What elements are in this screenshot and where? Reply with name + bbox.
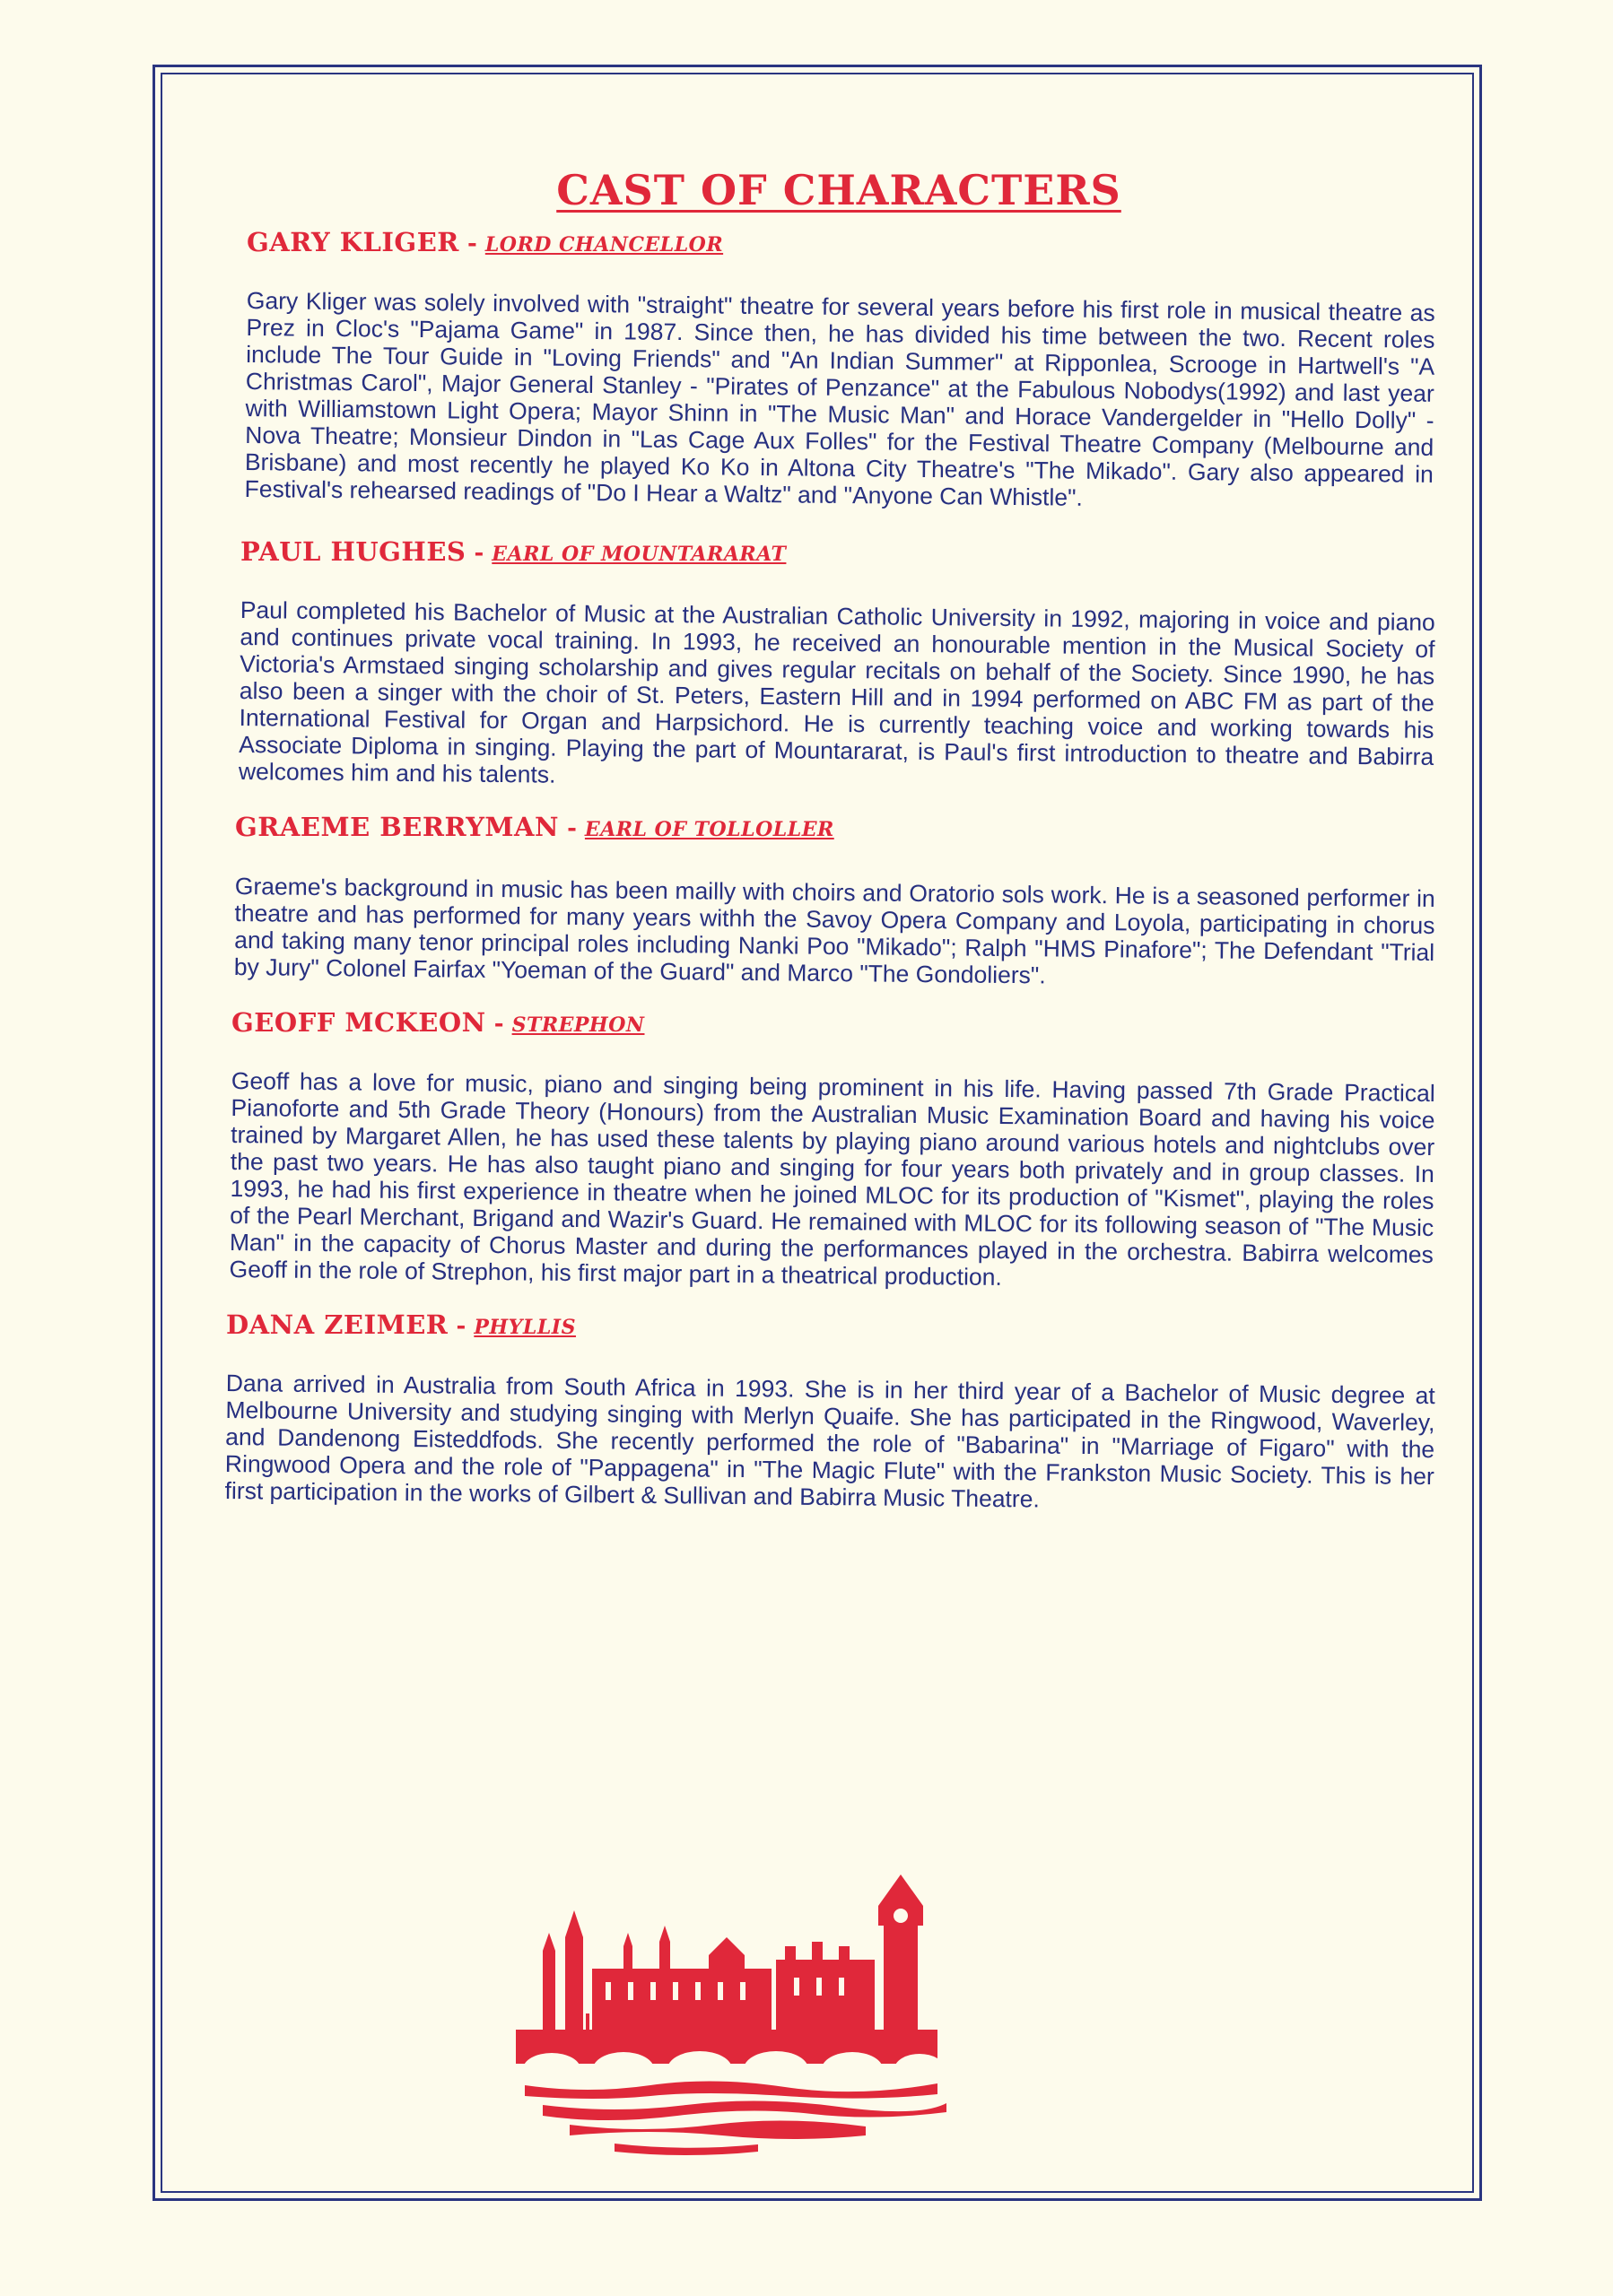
- cast-heading: [247, 227, 1435, 258]
- cast-bio: Dana arrived in Australia from South Africa in 1993. She is in her third year of a Bachelor of Music degree at Melbourne University and studying singing with Merlyn Quaife. She has participated in the Ringwood, Waverley, and Dandenong Eisteddfods. She recently performed the role of "Babarina" in "Marriage of Figaro" with the Ringwood Opera and the role of "Pappagena" in "The Magic Flute" with the Frankston Music Society. This is her first participation in the works of Gilbert & Sullivan and Babirra Music Theatre.: [224, 1369, 1435, 1513]
- cast-entry-gary-kliger: [244, 227, 1435, 511]
- cast-name: GARY KLIGER: [247, 227, 459, 257]
- cast-role: EARL OF MOUNTARARAT: [492, 543, 787, 567]
- cast-name: GRAEME BERRYMAN: [235, 812, 560, 843]
- cast-bio: Geoff has a love for music, piano and singing being prominent in his life. Having passed 7th Grade Practical Pianoforte and 5th Grade Theory (Honours) from the Australian Music Examination Board and having his voice trained by Margaret Allen, he has used these talents by playing piano around various hotels and nightclubs over the past two years. He has also taught piano and singing for four years both privately and in group classes. In 1993, he had his first experience in theatre when he joined MLOC for its production of "Kismet", playing the roles of the Pearl Merchant, Brigand and Wazir's Guard. He remained with MLOC for its following season of "The Music Man" in the capacity of Chorus Master and during the performances played in the orchestra. Babirra welcomes Geoff in the role of Strephon, his first major part in a theatrical production.: [229, 1066, 1435, 1291]
- cast-bio: Gary Kliger was solely involved with "straight" theatre for several years before his first role in musical theatre as Prez in Cloc's "Pajama Game" in 1987. Since then, he has divided his time between the two. Recent roles include The Tour Guide in "Loving Friends" and "An Indian Summer" at Ripponlea, Scrooge in Hartwell's "A Christmas Carol", Major General Stanley - "Pirates of Penzance" at the Fabulous Nobodys(1992) and last year with Williamstown Light Opera; Mayor Shinn in "The Music Man" and Horace Vandergelder in "Hello Dolly" - Nova Theatre; Monsieur Dindon in "Las Cage Aux Folles" for the Festival Theatre Company (Melbourne and Brisbane) and most recently he played Ko Ko in Altona City Theatre's "The Mikado". Gary also appeared in Festival's rehearsed readings of "Do I Hear a Waltz" and "Anyone Can Whistle".: [244, 287, 1435, 511]
- cast-role: EARL OF TOLLOLLER: [584, 818, 834, 842]
- cast-bio: Paul completed his Bachelor of Music at the Australian Catholic University in 1992, majoring in voice and piano and continues private vocal training. In 1993, he received an honourable mention in the Musical Society of Victoria's Armstaed singing scholarship and gives regular recitals on behalf of the Society. Since 1990, he has also been a singer with the choir of St. Peters, Eastern Hill and in 1994 performed on ABC FM as part of the International Festival for Organ and Harpsichord. He is currently teaching voice and working towards his Associate Diploma in singing. Playing the part of Mountararat, is Paul's first introduction to theatre and Babirra welcomes him and his talents.: [238, 596, 1435, 789]
- cast-heading: [231, 1007, 1435, 1039]
- cast-content: [224, 166, 1435, 1529]
- cast-heading: [235, 812, 1435, 843]
- cast-heading: [240, 536, 1435, 568]
- separator: -: [458, 230, 485, 257]
- page-title: CAST OF CHARACTERS: [556, 166, 1121, 214]
- cast-entry-graeme-berryman: [233, 812, 1435, 989]
- cast-role: PHYLLIS: [474, 1315, 576, 1339]
- cast-entry-paul-hughes: [238, 536, 1435, 789]
- cast-role: STREPHON: [511, 1013, 645, 1037]
- separator: -: [466, 540, 493, 568]
- cast-name: GEOFF MCKEON: [231, 1006, 486, 1038]
- separator: -: [448, 1312, 475, 1340]
- separator: -: [559, 815, 585, 843]
- cast-entry-dana-zeimer: [224, 1309, 1435, 1513]
- separator: -: [485, 1010, 512, 1038]
- cast-role: LORD CHANCELLOR: [484, 233, 724, 257]
- cast-bio: Graeme's background in music has been mailly with choirs and Oratorio sols work. He is a seasoned performer in theatre and has performed for many years withh the Savoy Opera Company and Loyola, participating in chorus and taking many tenor principal roles including Nanki Poo "Mikado"; Ralph "HMS Pinafore"; The Defendant "Trial by Jury" Colonel Fairfax "Yoeman of the Guard" and Marco "The Gondoliers".: [233, 872, 1435, 989]
- cast-name: PAUL HUGHES: [240, 536, 466, 568]
- westminster-bridge-icon: [516, 1870, 964, 2166]
- cast-heading: [226, 1309, 1435, 1341]
- cast-entry-geoff-mckeon: [229, 1006, 1435, 1291]
- cast-name: DANA ZEIMER: [226, 1309, 449, 1340]
